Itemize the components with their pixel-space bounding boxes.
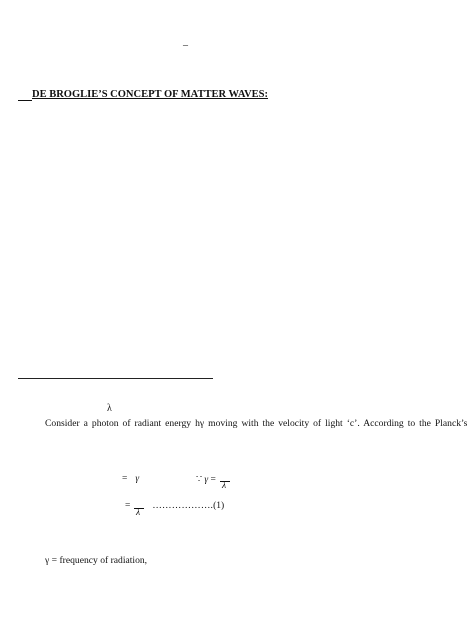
gamma-symbol: γ	[135, 474, 140, 484]
section-divider-rule	[18, 378, 213, 379]
because-symbol: ∵	[196, 475, 203, 485]
equals-sign: =	[125, 501, 131, 511]
section-heading: DE BROGLIE’S CONCEPT OF MATTER WAVES:	[32, 89, 269, 100]
lambda-symbol: λ	[107, 403, 112, 414]
body-paragraph: Consider a photon of radiant energy hγ moving with the velocity of light ‘c’. According to the Planck’s	[45, 418, 468, 429]
equation-leader-dots: ……………….	[152, 501, 214, 511]
fraction-denominator: λ	[222, 481, 227, 491]
equals-sign: =	[122, 474, 128, 484]
heading-underline-lead	[18, 100, 32, 101]
equation-energy-line	[122, 474, 139, 484]
top-dash-mark: –	[183, 40, 188, 51]
equals-sign: =	[210, 475, 216, 485]
equation-number: (1)	[213, 501, 225, 511]
gamma-symbol: γ	[204, 475, 209, 485]
fraction-denominator: λ	[136, 508, 141, 518]
equation-since-clause	[196, 474, 216, 485]
gamma-definition: γ = frequency of radiation,	[45, 555, 148, 566]
